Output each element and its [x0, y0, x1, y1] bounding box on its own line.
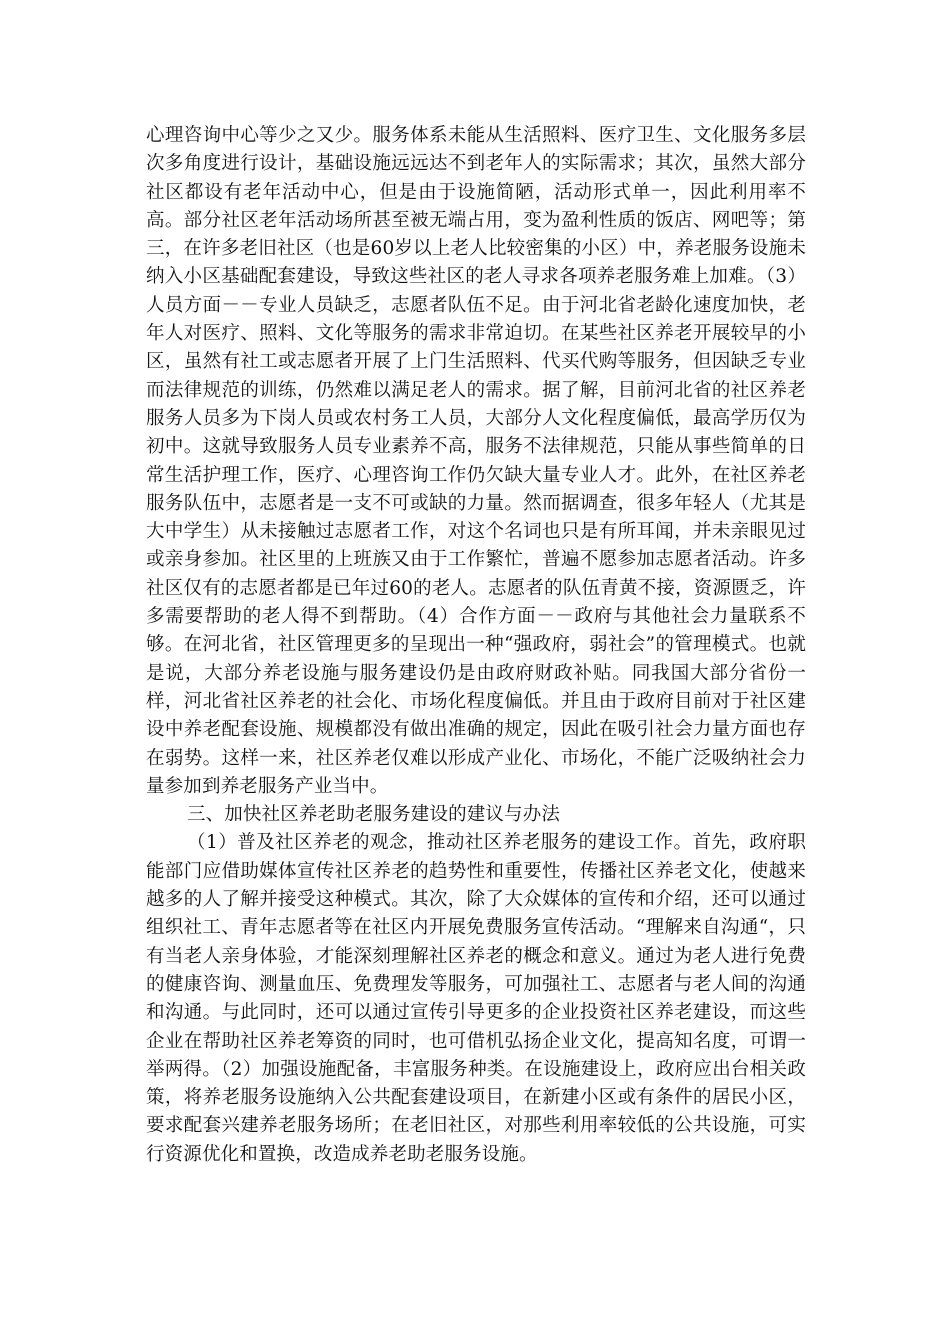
- body-paragraph-continued: 心理咨询中心等少之又少。服务体系未能从生活照料、医疗卫生、文化服务多层次多角度进行设计，基础设施远远达不到老年人的实际需求；其次，虽然大部分社区都设有老年活动中心，但是由于设施简陋，活动形式单一，因此利用率不高。部分社区老年活动场所甚至被无端占用，变为盈利性质的饭店、网吧等；第三，在许多老旧社区（也是60岁以上老人比较密集的小区）中，养老服务设施未纳入小区基础配套建设，导致这些社区的老人寻求各项养老服务难上加难。（3）人员方面－－专业人员缺乏，志愿者队伍不足。由于河北省老龄化速度加快，老年人对医疗、照料、文化等服务的需求非常迫切。在某些社区养老开展较早的小区，虽然有社工或志愿者开展了上门生活照料、代买代购等服务，但因缺乏专业而法律规范的训练，仍然难以满足老人的需求。据了解，目前河北省的社区养老服务人员多为下岗人员或农村务工人员，大部分人文化程度偏低，最高学历仅为初中。这就导致服务人员专业素养不高，服务不法律规范，只能从事些简单的日常生活护理工作，医疗、心理咨询工作仍欠缺大量专业人才。此外，在社区养老服务队伍中，志愿者是一支不可或缺的力量。然而据调查，很多年轻人（尤其是大中学生）从未接触过志愿者工作，对这个名词也只是有所耳闻，并未亲眼见过或亲身参加。社区里的上班族又由于工作繁忙，普遍不愿参加志愿者活动。许多社区仅有的志愿者都是已年过60的老人。志愿者的队伍青黄不接，资源匮乏，许多需要帮助的老人得不到帮助。（4）合作方面－－政府与其他社会力量联系不够。在河北省，社区管理更多的呈现出一种“强政府，弱社会”的管理模式。也就是说，大部分养老设施与服务建设仍是由政府财政补贴。同我国大部分省份一样，河北省社区养老的社会化、市场化程度偏低。并且由于政府目前对于社区建设中养老配套设施、规模都没有做出准确的规定，因此在吸引社会力量方面也存在弱势。这样一来，社区养老仅难以形成产业化、市场化，不能广泛吸纳社会力量参加到养老服务产业当中。: [146, 125, 806, 797]
- body-paragraph-suggestions: （1）普及社区养老的观念，推动社区养老服务的建设工作。首先，政府职能部门应借助媒体宣传社区养老的趋势性和重要性，传播社区养老文化，使越来越多的人了解并接受这种模式。其次，除了大众媒体的宣传和介绍，还可以通过组织社工、青年志愿者等在社区内开展免费服务宣传活动。“理解来自沟通“，只有当老人亲身体验，才能深刻理解社区养老的概念和意义。通过为老人进行免费的健康咨询、测量血压、免费理发等服务，可加强社工、志愿者与老人间的沟通和沟通。与此同时，还可以通过宣传引导更多的企业投资社区养老建设，而这些企业在帮助社区养老筹资的同时，也可借机弘扬企业文化，提高知名度，可谓一举两得。（2）加强设施配备，丰富服务种类。在设施建设上，政府应出台相关政策，将养老服务设施纳入公共配套建设项目，在新建小区或有条件的居民小区，要求配套兴建养老服务场所；在老旧社区，对那些利用率较低的公共设施，可实行资源优化和置换，改造成养老助老服务设施。: [146, 832, 806, 1165]
- section-heading: 三、加快社区养老助老服务建设的建议与办法: [187, 804, 561, 826]
- document-page: [146, 122, 806, 1169]
